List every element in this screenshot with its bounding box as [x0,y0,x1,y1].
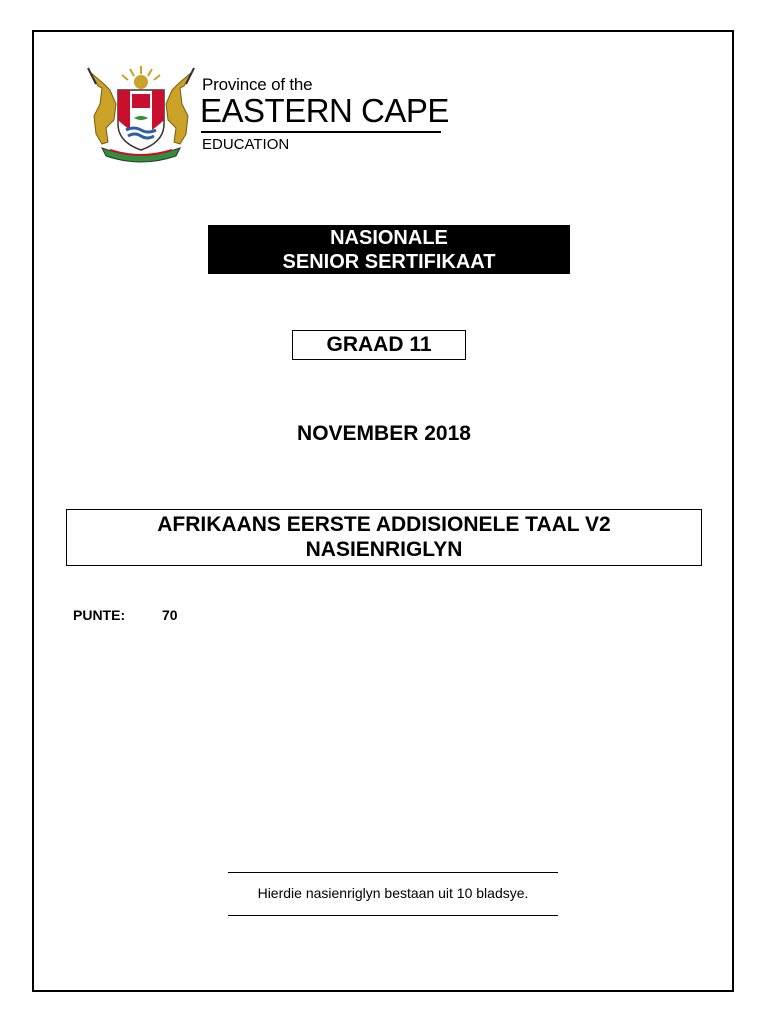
footer-bottom-rule [228,915,558,916]
eastern-cape-education-logo [80,64,450,164]
subject-title-box [66,509,702,566]
marks-value: 70 [162,607,178,623]
marks-row [73,607,178,623]
exam-date: NOVEMBER 2018 [297,422,471,445]
logo-divider [201,131,441,133]
logo-eastern-cape-text: EASTERN CAPE [200,92,449,129]
coat-of-arms-icon [80,64,202,164]
grade-label: GRAAD 11 [292,330,466,360]
marks-label: PUNTE: [73,607,126,623]
certificate-banner [208,225,570,274]
subject-line-1: AFRIKAANS EERSTE ADDISIONELE TAAL V2 [157,513,611,536]
logo-province-text: Province of the [202,75,313,94]
subject-line-2: NASIENRIGLYN [305,538,463,561]
banner-line-2: SENIOR SERTIFIKAAT [282,251,496,273]
footer-top-rule [228,872,558,873]
logo-education-text: EDUCATION [202,136,290,153]
page-count-note: Hierdie nasienriglyn bestaan uit 10 bladsye. [257,885,529,901]
banner-line-1: NASIONALE [330,227,448,249]
